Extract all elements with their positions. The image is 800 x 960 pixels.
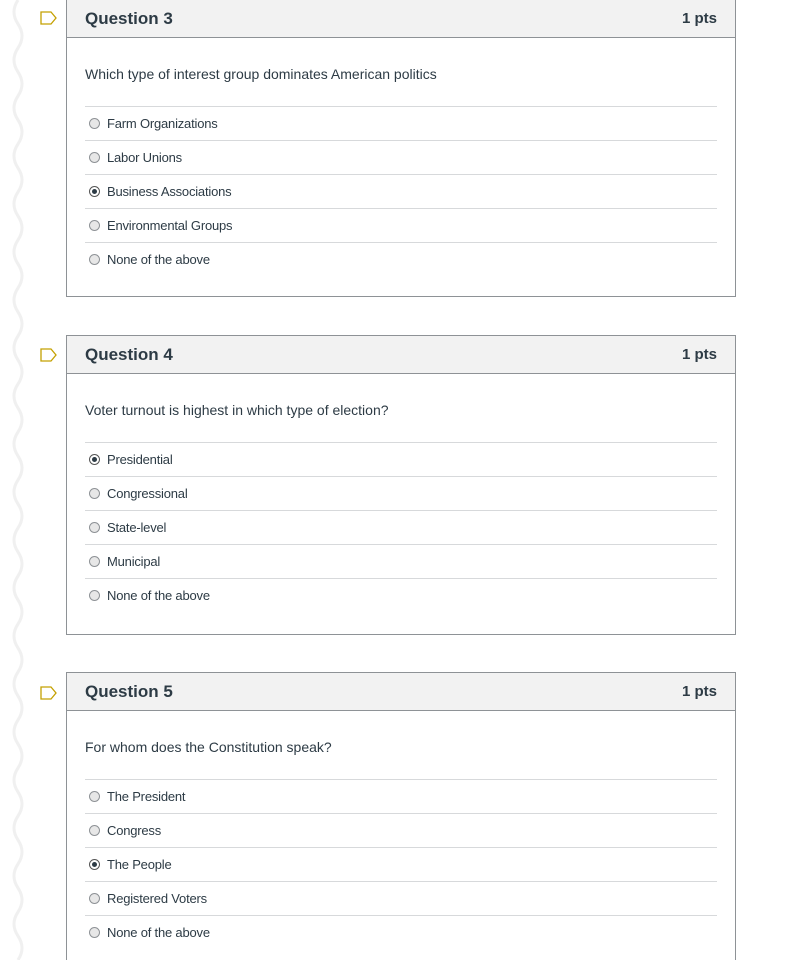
answer-label: Business Associations	[107, 184, 232, 199]
radio-button[interactable]	[89, 254, 100, 265]
question-text: Which type of interest group dominates American politics	[85, 66, 437, 82]
radio-button[interactable]	[89, 825, 100, 836]
answer-label: Labor Unions	[107, 150, 182, 165]
flag-question-3-icon[interactable]	[40, 11, 58, 25]
radio-button[interactable]	[89, 556, 100, 567]
question-text: Voter turnout is highest in which type of election?	[85, 402, 389, 418]
radio-button[interactable]	[89, 893, 100, 904]
answer-option[interactable]	[85, 209, 717, 243]
radio-button[interactable]	[89, 590, 100, 601]
answer-option[interactable]	[85, 780, 717, 814]
answer-option[interactable]	[85, 443, 717, 477]
radio-button-selected[interactable]	[89, 454, 100, 465]
radio-button-selected[interactable]	[89, 186, 100, 197]
answer-label: The People	[107, 857, 172, 872]
answer-label: Municipal	[107, 554, 161, 569]
question-header	[67, 0, 735, 38]
radio-button[interactable]	[89, 118, 100, 129]
radio-button[interactable]	[89, 152, 100, 163]
radio-button[interactable]	[89, 488, 100, 499]
question-points: 1 pts	[681, 683, 717, 700]
answer-label: Presidential	[107, 452, 173, 467]
question-points: 1 pts	[681, 10, 717, 27]
question-points: 1 pts	[681, 346, 717, 363]
answer-option[interactable]	[85, 882, 717, 916]
answer-option[interactable]	[85, 477, 717, 511]
question-title: Question 3	[85, 8, 173, 28]
answer-label: Registered Voters	[107, 891, 207, 906]
answer-label: State-level	[107, 520, 167, 535]
radio-button[interactable]	[89, 791, 100, 802]
page-edge-scallop	[8, 0, 28, 960]
question-text: For whom does the Constitution speak?	[85, 739, 332, 755]
answer-list	[85, 106, 717, 276]
answer-list	[85, 442, 717, 612]
question-title: Question 5	[85, 681, 173, 701]
answer-option[interactable]	[85, 579, 717, 612]
question-5-card	[66, 672, 736, 960]
question-header	[67, 673, 735, 711]
answer-label: Congressional	[107, 486, 188, 501]
question-title: Question 4	[85, 344, 173, 364]
answer-option[interactable]	[85, 848, 717, 882]
answer-label: Environmental Groups	[107, 218, 233, 233]
answer-label: Congress	[107, 823, 162, 838]
question-header	[67, 336, 735, 374]
radio-button[interactable]	[89, 927, 100, 938]
answer-option[interactable]	[85, 511, 717, 545]
question-3-card	[66, 0, 736, 297]
flag-question-5-icon[interactable]	[40, 686, 58, 700]
answer-label: None of the above	[107, 252, 210, 267]
answer-label: None of the above	[107, 588, 210, 603]
radio-button[interactable]	[89, 220, 100, 231]
radio-button-selected[interactable]	[89, 859, 100, 870]
flag-question-4-icon[interactable]	[40, 348, 58, 362]
answer-option[interactable]	[85, 107, 717, 141]
answer-label: Farm Organizations	[107, 116, 218, 131]
answer-option[interactable]	[85, 175, 717, 209]
answer-option[interactable]	[85, 814, 717, 848]
question-4-card	[66, 335, 736, 635]
answer-option[interactable]	[85, 916, 717, 949]
answer-option[interactable]	[85, 545, 717, 579]
answer-option[interactable]	[85, 141, 717, 175]
answer-option[interactable]	[85, 243, 717, 276]
answer-label: None of the above	[107, 925, 210, 940]
answer-list	[85, 779, 717, 949]
radio-button[interactable]	[89, 522, 100, 533]
answer-label: The President	[107, 789, 186, 804]
